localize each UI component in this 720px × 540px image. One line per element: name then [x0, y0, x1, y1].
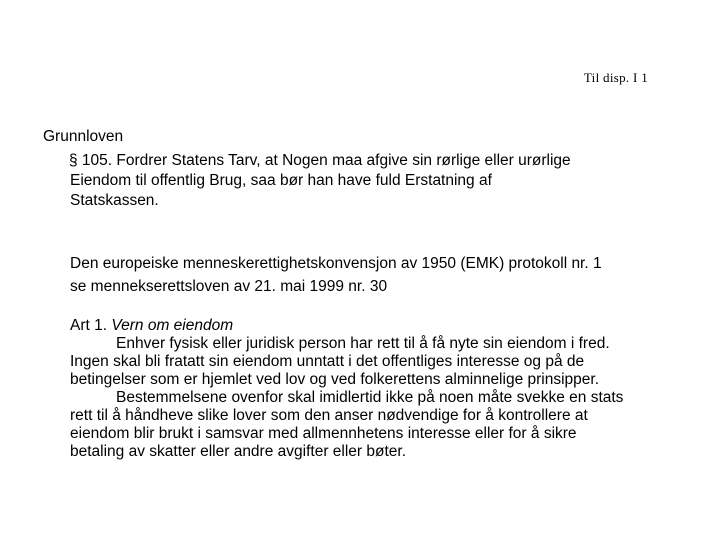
article-1 — [70, 317, 680, 461]
article-line: Ingen skal bli fratatt sin eiendom unntatt i det offentliges interesse og på de — [70, 353, 585, 370]
article-label: Art 1. — [70, 317, 112, 334]
article-title: Vern om eiendom — [111, 317, 234, 334]
slide-reference: Til disp. I 1 — [583, 70, 648, 85]
article-line: Bestemmelsene ovenfor skal imidlertid ikke på noen måte svekke en stats — [116, 389, 624, 406]
paragraph-105 — [70, 151, 670, 211]
article-line: betaling av skatter eller andre avgifter eller bøter. — [70, 443, 407, 460]
article-line: Enhver fysisk eller juridisk person har rett til å få nyte sin eiendom i fred. — [116, 335, 610, 352]
emk-line: se mennekserettsloven av 21. mai 1999 nr. 30 — [70, 278, 388, 295]
article-line: rett til å håndheve slike lover som den anser nødvendige for å kontrollere at — [70, 407, 588, 424]
article-heading — [70, 317, 680, 335]
heading-grunnloven: Grunnloven — [43, 128, 124, 145]
emk-line: Den europeiske menneskerettighetskonvensjon av 1950 (EMK) protokoll nr. 1 — [70, 255, 602, 272]
emk-reference — [70, 252, 670, 298]
paragraph-105-line: Statskassen. — [70, 192, 159, 209]
paragraph-105-line: Eiendom til offentlig Brug, saa bør han have fuld Erstatning af — [70, 172, 492, 189]
article-line: betingelser som er hjemlet ved lov og ved folkerettens alminnelige prinsipper. — [70, 371, 600, 388]
article-line: eiendom blir brukt i samsvar med allmennhetens interesse eller for å sikre — [70, 425, 577, 442]
paragraph-105-line: § 105. Fordrer Statens Tarv, at Nogen maa afgive sin rørlige eller urørlige — [69, 152, 571, 169]
